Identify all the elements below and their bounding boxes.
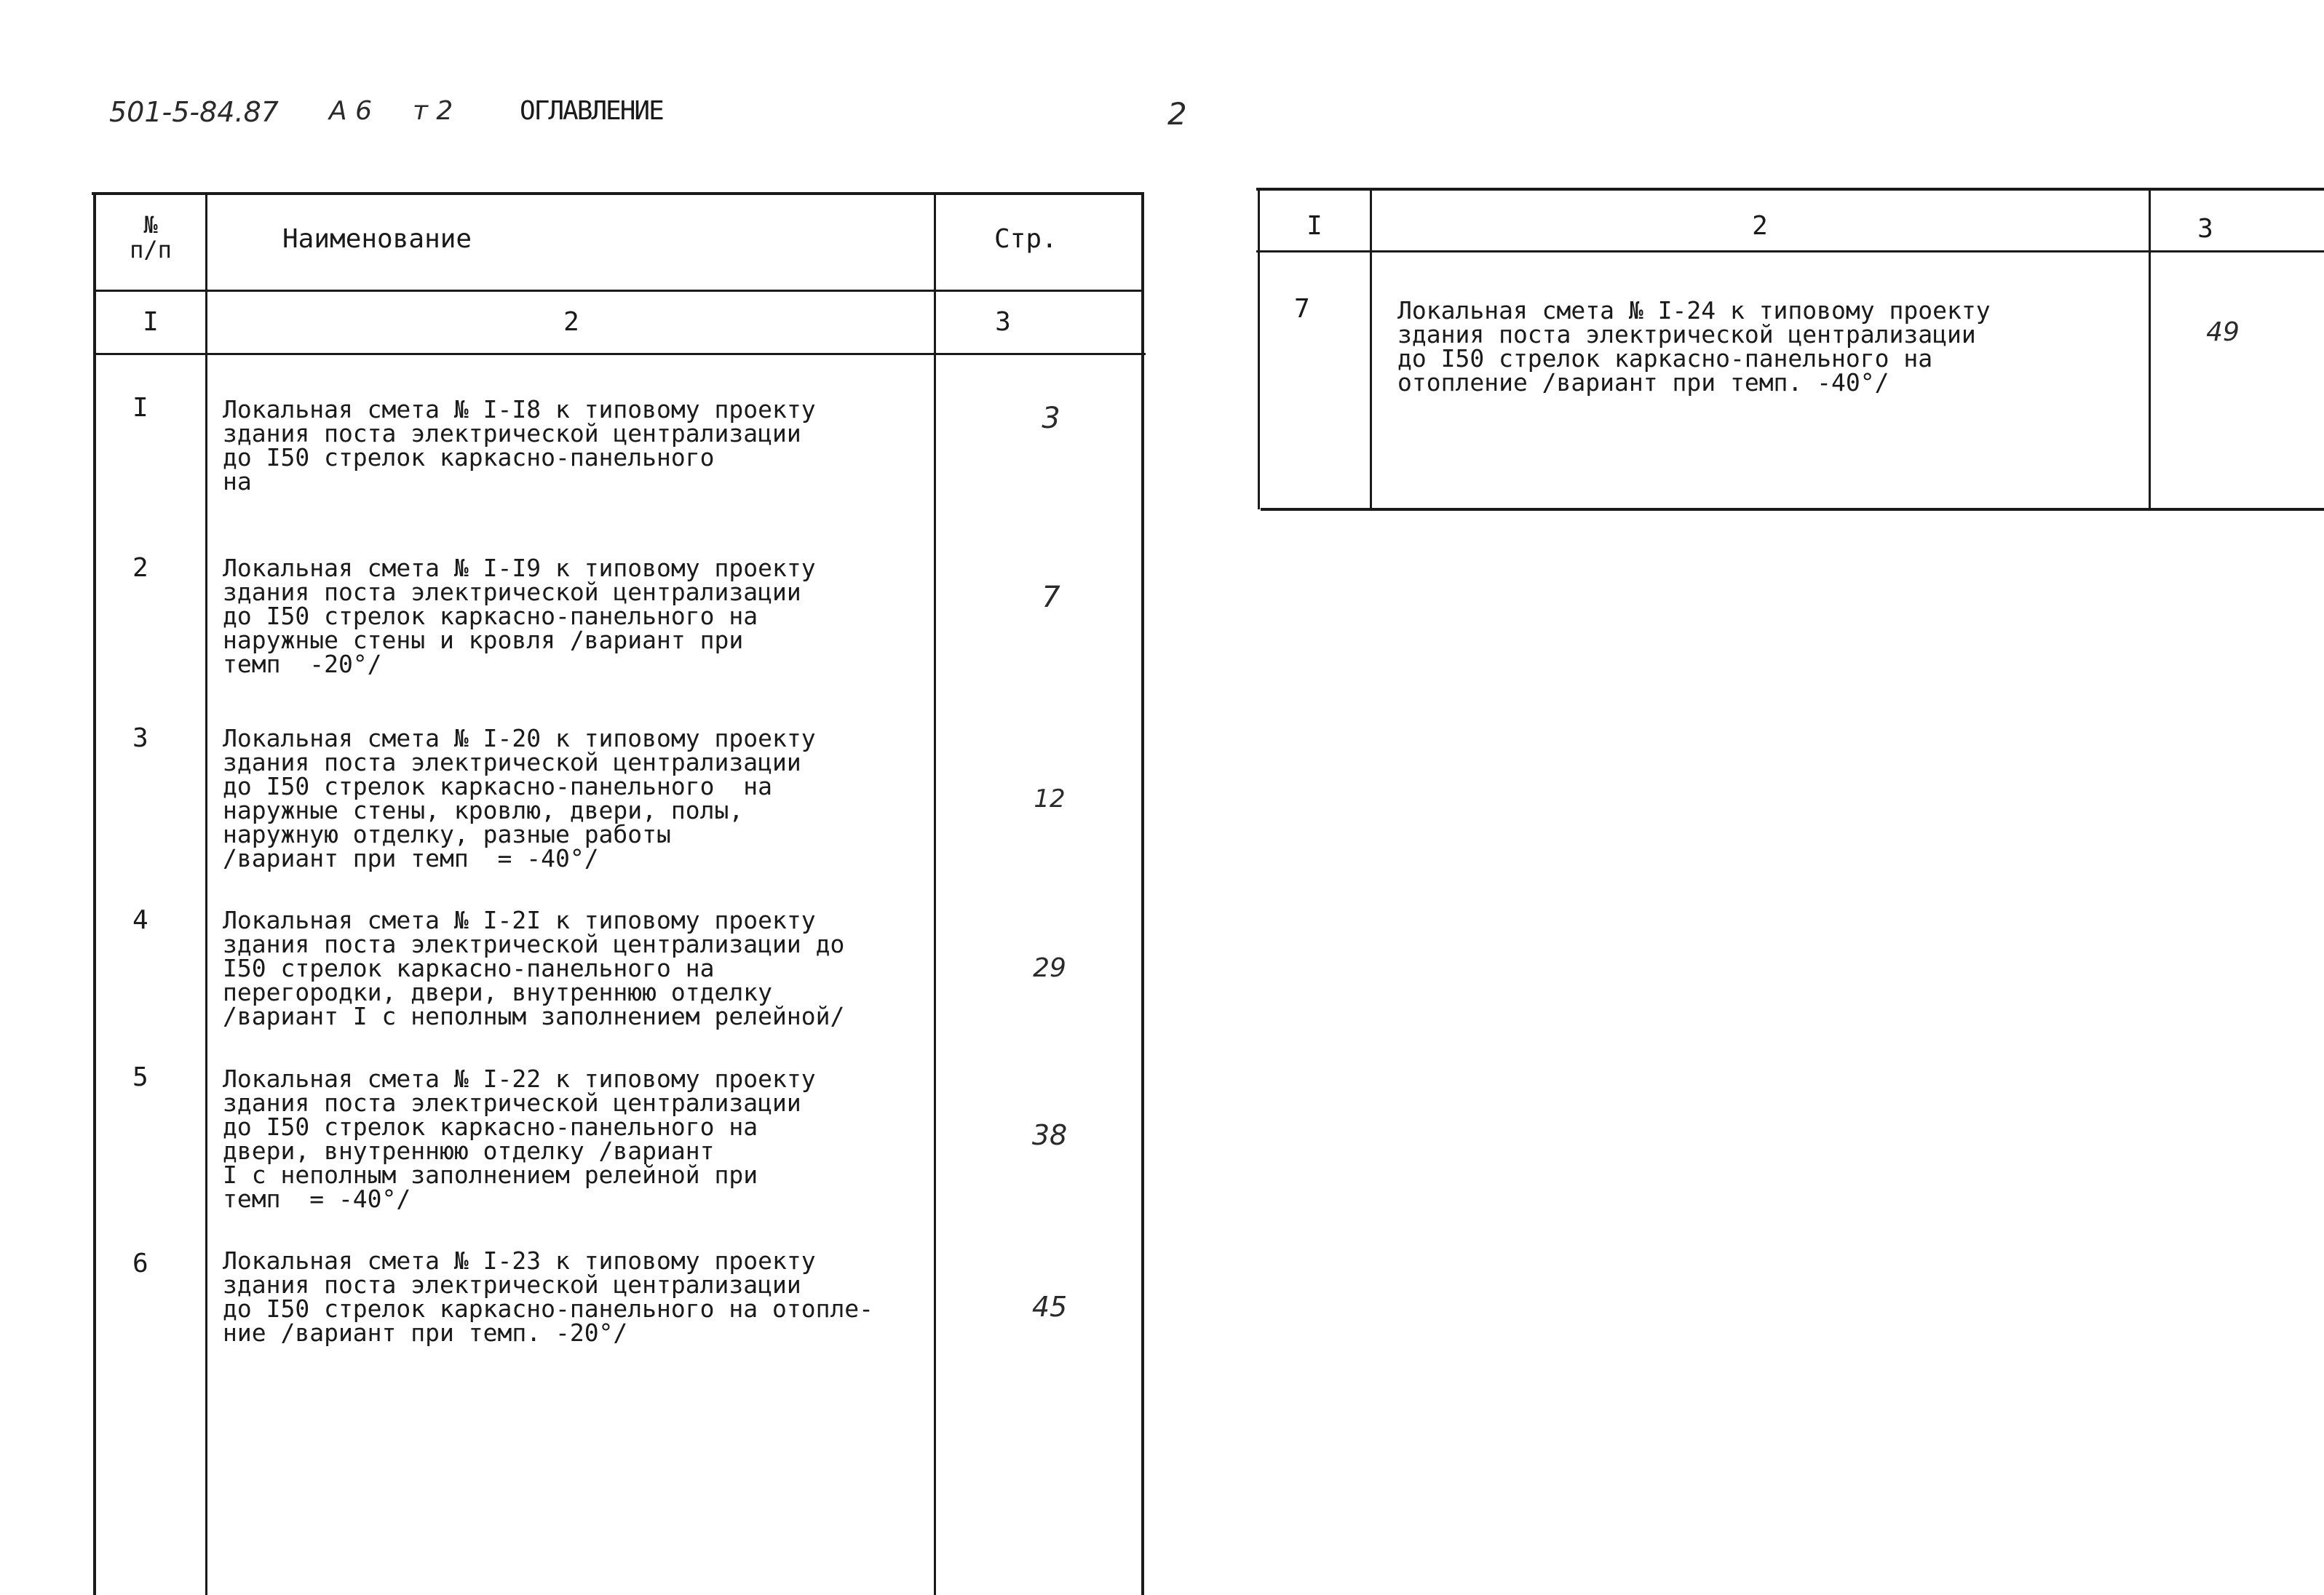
row-page: 45 [1031, 1291, 1068, 1323]
table-top-rule [92, 192, 1144, 195]
col-number-2: 2 [1752, 211, 1768, 241]
document-title: ОГЛАВЛЕНИЕ [520, 96, 663, 126]
row-description: Локальная смета № I-I8 к типовому проекту здания поста электрической централизации до I50 стрелок каркасно-панельного на [223, 395, 816, 496]
column-numbers-rule [1256, 250, 2324, 252]
header-rule [93, 290, 1144, 292]
right-border [1141, 192, 1144, 1595]
row-number: 3 [132, 723, 148, 753]
row-description: Локальная смета № I-20 к типовому проекту здания поста электрической централизации до I50 стрелок каркасно-панельного на наружные стены, кровлю, двери, полы, наружную отделку, разные работы /вариант при темп = -40°/ [223, 724, 816, 872]
row-description: Локальная смета № I-22 к типовому проекту здания поста электрической централизации до I50 стрелок каркасно-панельного на двери, внутреннюю отделку /вариант I с неполным заполнением релейной при темп = -40°/ [223, 1065, 816, 1213]
row-number: 7 [1294, 294, 1310, 324]
row-page: 38 [1031, 1119, 1068, 1151]
row-number: 2 [132, 553, 148, 583]
col-name-header: Наименование [282, 224, 472, 254]
col-page-header: Стр. [994, 224, 1058, 254]
row-description: Локальная смета № I-23 к типовому проекту здания поста электрической централизации до I50 стрелок каркасно-панельного на отопле- ние /вариант при темп. -20°/ [223, 1246, 874, 1347]
no-column-rule [205, 194, 207, 1595]
volume-label: т 2 [413, 96, 453, 126]
document-code: 501-5-84.87 [109, 96, 279, 128]
row-page: 29 [1033, 953, 1066, 983]
row-number: 4 [132, 905, 148, 935]
row-number: 5 [132, 1062, 148, 1092]
row-description: Локальная смета № I-2I к типовому проекту здания поста электрической централизации до I50 стрелок каркасно-панельного на перегородки, двери, внутреннюю отделку /вариант I с неполным заполнением релейной/ [223, 906, 845, 1030]
row-page: 7 [1042, 581, 1060, 614]
col-number-3: 3 [2197, 214, 2213, 244]
row-page: 3 [1042, 402, 1060, 435]
table-top-rule [1256, 188, 2324, 191]
col-no-header: № п/п [130, 211, 172, 263]
name-column-rule [934, 194, 936, 1595]
row-number: 6 [132, 1249, 148, 1278]
page-number: 2 [1167, 96, 1187, 132]
col-number-1: I [143, 307, 159, 337]
left-border [93, 192, 96, 1595]
row-description: Локальная смета № I-24 к типовому проекту здания поста электрической централизации до I50 стрелок каркасно-панельного на отопление /вариант при темп. -40°/ [1397, 296, 1991, 397]
col-number-1: I [1306, 211, 1322, 241]
row-page: 12 [1034, 784, 1066, 814]
album-label: А 6 [329, 96, 372, 126]
row-number: I [132, 393, 148, 423]
col-number-2: 2 [563, 307, 579, 337]
table-bottom-rule [1261, 508, 2324, 511]
column-numbers-rule [95, 353, 1146, 355]
col-number-3: 3 [995, 307, 1011, 337]
row-description: Локальная смета № I-I9 к типовому проекту здания поста электрической централизации до I50 стрелок каркасно-панельного на наружные стены и кровля /вариант при темп -20°/ [223, 554, 816, 678]
row-page: 49 [2206, 317, 2240, 347]
